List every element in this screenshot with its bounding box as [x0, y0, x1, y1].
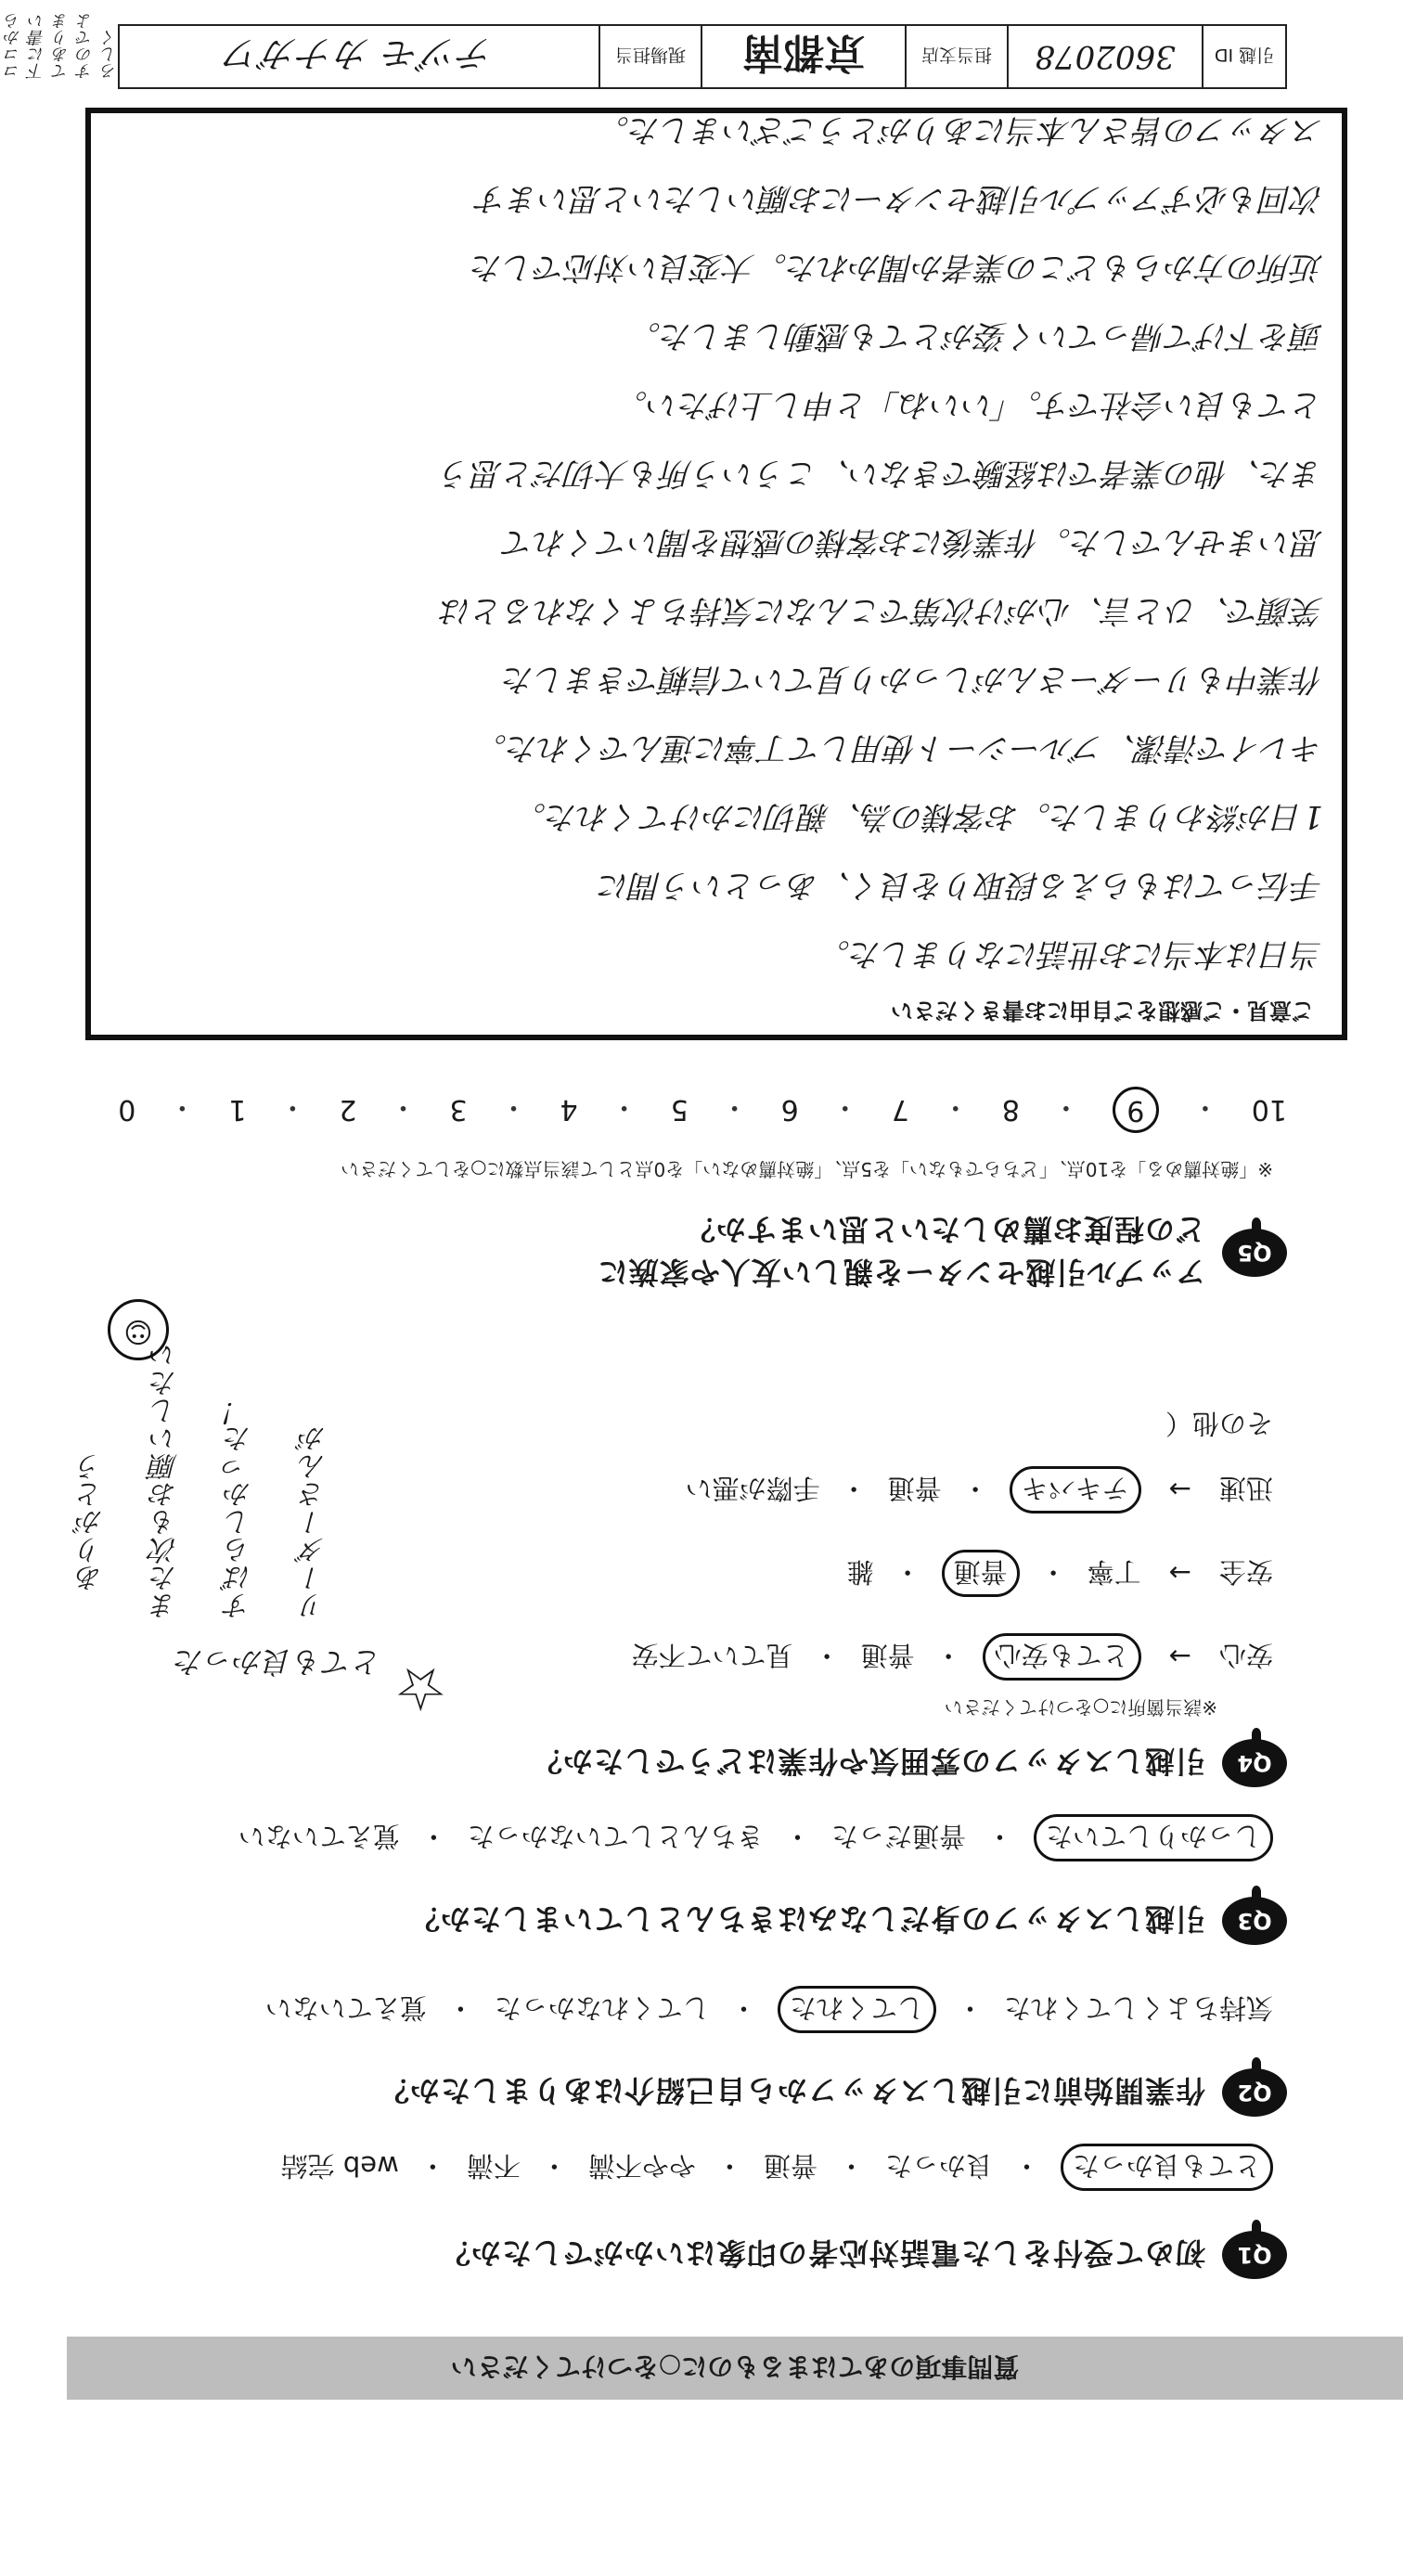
q4-speed-option[interactable]: 手際が悪い	[685, 1473, 820, 1504]
staff-value: テヅモ カナガワ	[224, 32, 495, 75]
q4-badge-icon: Q4	[1222, 1739, 1287, 1787]
comment-line: とても良い会社です。「いいね」と申し上げたい。	[615, 386, 1323, 423]
q5-question	[598, 1210, 1287, 1295]
q2-text: 作業開始前に引越しスタッフから自己紹介はありましたか？	[378, 2073, 1205, 2108]
q2-options: 気持ちよくしてくれた ・ してくれた ・ してくれなかった ・ 覚えていない	[265, 1986, 1273, 2033]
score-0[interactable]: 0	[118, 1093, 136, 1127]
comment-line: キレイで清潔、ブルーシート使用して丁寧に運んでくれた。	[475, 729, 1323, 766]
comment-line: また、他の業者では経験できない、こういう所も大切だと思う	[440, 455, 1323, 492]
staff-label: 現場担当	[599, 26, 701, 87]
q4-security-option[interactable]: 普通	[860, 1640, 915, 1671]
comments-box	[85, 108, 1347, 1040]
q4-security-label: 安心	[1218, 1640, 1273, 1671]
margin-note: リーダーさんが	[299, 1425, 331, 1620]
comment-line: 思いませんでした。作業後にお客様の感想を聞いてくれて	[503, 523, 1323, 560]
score-8[interactable]: 8	[1001, 1093, 1020, 1127]
score-2[interactable]: 2	[339, 1093, 357, 1127]
q2-question	[379, 2068, 1287, 2117]
q1-option[interactable]: 良かった	[884, 2150, 993, 2182]
q4-row-safety: 安全 → 丁寧 ・ 普通 ・ 雑	[847, 1550, 1273, 1597]
q2-option-selected[interactable]: してくれた	[778, 1986, 936, 2033]
star-icon: ☆	[393, 1654, 447, 1722]
q2-option[interactable]: してくれなかった	[494, 1992, 710, 2024]
comment-line: 当日は本当にお世話になりました。	[818, 935, 1323, 972]
smiley-face-icon: ☺	[108, 1299, 169, 1360]
comments-title: ご意見・ご感想をご自由にお書きください	[891, 998, 1314, 1024]
comment-line: 手伝ってはもらえる段取りを良く、あっという間に	[599, 867, 1323, 904]
q3-option-selected[interactable]: しっかりしていた	[1034, 1814, 1273, 1861]
comments-lines	[109, 96, 1323, 988]
q5-text-line2: どの程度お薦めしたいと思いますか？	[684, 1212, 1205, 1247]
q1-question	[440, 2231, 1287, 2279]
margin-note: すばらしかった！	[225, 1397, 257, 1620]
corner-note: ココから下に書いてありますのでよろしく	[4, 13, 120, 80]
score-7[interactable]: 7	[891, 1093, 909, 1127]
score-5[interactable]: 5	[670, 1093, 689, 1127]
score-1[interactable]: 1	[228, 1093, 247, 1127]
q2-option[interactable]: 気持ちよくしてくれた	[1003, 1992, 1273, 2024]
q3-option[interactable]: 普通だった	[830, 1821, 966, 1852]
comment-line: 笑顔で、ひと言、心がけ次第でこんなに気持ちよくなれるとは	[440, 592, 1323, 629]
q4-safety-label: 安全	[1218, 1556, 1273, 1588]
comment-line: 1日が終わりました。お客様の為、親切にかけてくれた。	[514, 798, 1323, 835]
q4-other-row	[1165, 1406, 1273, 1444]
q3-badge-icon: Q3	[1222, 1897, 1287, 1945]
q4-safety-option[interactable]: 雑	[846, 1556, 874, 1588]
branch-label: 担当支店	[905, 26, 1007, 87]
q1-option[interactable]: web 完結	[280, 2150, 399, 2182]
q4-other-label: その他（	[1165, 1408, 1273, 1439]
comment-line: スタッフの皆さん本当にありがとうございました。	[598, 111, 1323, 148]
q4-question	[532, 1739, 1287, 1787]
q3-options: しっかりしていた ・ 普通だった ・ きちんとしていなかった ・ 覚えていない	[238, 1814, 1273, 1861]
q3-text: 引越しスタッフの身だしなみはきちんとしていましたか？	[408, 1901, 1205, 1937]
branch-value: 京都南	[701, 26, 905, 87]
q4-speed-option[interactable]: 普通	[887, 1473, 942, 1504]
score-4[interactable]: 4	[560, 1093, 578, 1127]
q1-badge-icon: Q1	[1222, 2231, 1287, 2279]
comment-line: 作業中もリーダーさんがしっかり見ていて信頼できました	[503, 661, 1323, 698]
q1-option[interactable]: 普通	[763, 2150, 817, 2182]
score-3[interactable]: 3	[449, 1093, 468, 1127]
score-6[interactable]: 6	[780, 1093, 799, 1127]
q4-speed-label: 迅速	[1218, 1473, 1273, 1504]
q1-options: とても良かった ・ 良かった ・ 普通 ・ やや不満 ・ 不満 ・ web 完結	[281, 2144, 1273, 2191]
comment-line: 近所の方からもどこの業者か聞かれた。大変良い対応でした	[471, 249, 1323, 286]
margin-note: また次もお願いしたい	[150, 1342, 183, 1620]
instruction-banner: 質問事項のあてはまるものに○をつけてください	[67, 2337, 1403, 2400]
q4-security-option[interactable]: 見ていて不安	[631, 1640, 793, 1671]
id-label: 引越 ID	[1202, 26, 1285, 87]
id-value: 3602078	[1007, 26, 1202, 87]
q1-option-selected[interactable]: とても良かった	[1061, 2144, 1273, 2191]
q5-text-line1: アップル引越センターを親しい友人や家族に	[597, 1255, 1205, 1290]
margin-note: ありがとう	[76, 1453, 109, 1592]
q4-row-speed: 迅速 → テキパキ ・ 普通 ・ 手際が悪い	[686, 1466, 1273, 1513]
q2-badge-icon: Q2	[1222, 2068, 1287, 2117]
q4-speed-option-selected[interactable]: テキパキ	[1010, 1466, 1141, 1513]
q1-option[interactable]: やや不満	[587, 2150, 696, 2182]
q4-note: ※該当箇所に○をつけてください	[944, 1696, 1217, 1719]
q4-safety-option-selected[interactable]: 普通	[942, 1550, 1020, 1597]
q5-badge-icon: Q5	[1222, 1229, 1287, 1277]
score-9-selected[interactable]: 9	[1113, 1087, 1159, 1133]
q4-row-security: 安心 → とても安心 ・ 普通 ・ 見ていて不安	[632, 1633, 1273, 1681]
q5-note: ※「絶対薦める」を10点、「どちらでもない」を5点、「絶対薦めない」を0点として該当点数に○をしてください	[341, 1158, 1273, 1180]
q1-option[interactable]: 不満	[466, 2150, 521, 2182]
comment-line: 頭を下げて帰っていく姿がとても感動しました。	[629, 317, 1323, 354]
q4-text: 引越しスタッフの雰囲気や作業はどうでしたか？	[531, 1744, 1205, 1779]
q3-option[interactable]: 覚えていない	[238, 1821, 400, 1852]
q1-text: 初めて受付をした電話対応者の印象はいかがでしたか？	[439, 2235, 1205, 2271]
q3-question	[409, 1897, 1287, 1945]
q5-score-scale: 10 ・ 9 ・ 8 ・ 7 ・ 6 ・ 5 ・ 4 ・ 3 ・ 2 ・ 1 ・ 0	[118, 1087, 1287, 1133]
star-note: とても良かった	[174, 1644, 382, 1680]
q3-option[interactable]: きちんとしていなかった	[467, 1821, 764, 1852]
q4-security-option-selected[interactable]: とても安心	[983, 1633, 1141, 1681]
header-table	[118, 24, 1287, 89]
score-10[interactable]: 10	[1251, 1093, 1287, 1127]
comment-line: 次回も必ずアップル引越センターにお願いしたいと思います	[476, 180, 1323, 217]
q2-option[interactable]: 覚えていない	[264, 1992, 427, 2024]
q4-safety-option[interactable]: 丁寧	[1087, 1556, 1141, 1588]
